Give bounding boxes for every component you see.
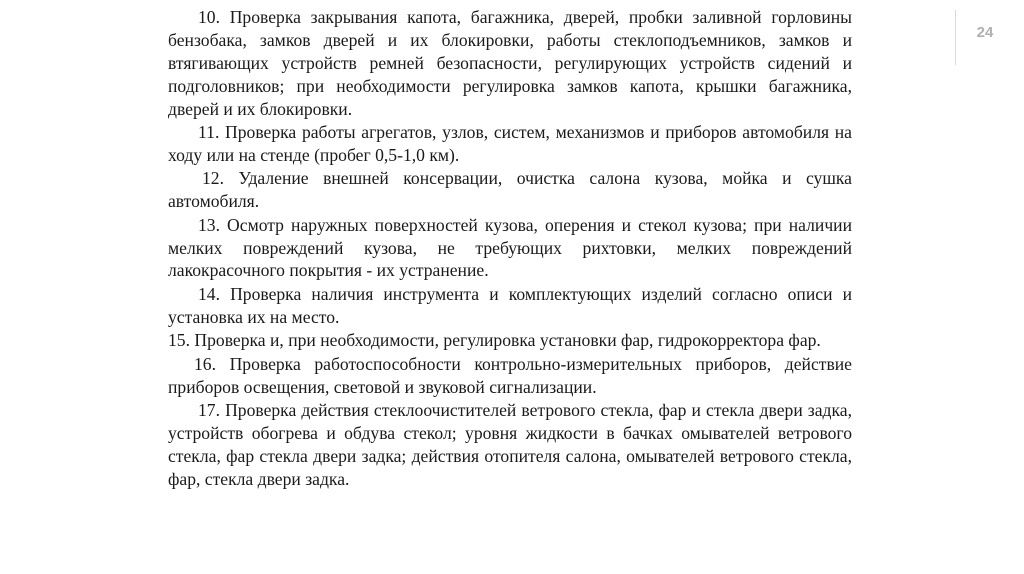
paragraph-item-10: 10. Проверка закрывания капота, багажника, дверей, пробки заливной горловины бензобака, замков дверей и их блокировки, работы стеклоподъемников, замков и втягивающих устройств ремней безопасности, регулирующих устройств сидений и подголовников; при необходимости регулировка замков капота, крышки багажника, дверей и их блокировки. — [168, 7, 852, 119]
paragraph-item-15: 15. Проверка и, при необходимости, регулировка установки фар, гидрокорректора фар. — [168, 330, 821, 351]
page-number: 24 — [976, 24, 994, 41]
paragraph-item-11: 11. Проверка работы агрегатов, узлов, систем, механизмов и приборов автомобиля на ходу или на стенде (пробег 0,5-1,0 км). — [168, 122, 852, 165]
paragraph-item-17: 17. Проверка действия стеклоочистителей ветрового стекла, фар и стекла двери задка, устройств обогрева и обдува стекол; уровня жидкости в бачках омывателей ветрового стекла, фар стекла двери задка; действия отопителя салона, омывателей ветрового стекла, фар, стекла двери задка. — [168, 399, 852, 489]
paragraph-item-14: 14. Проверка наличия инструмента и комплектующих изделий согласно описи и установка их на место. — [168, 283, 852, 327]
paragraph-item-12: 12. Удаление внешней консервации, очистка салона кузова, мойка и сушка автомобиля. — [168, 168, 852, 212]
page-number-divider — [955, 10, 956, 65]
paragraph-item-13: 13. Осмотр наружных поверхностей кузова, оперения и стекол кузова; при наличии мелких повреждений кузова, не требующих рихтовки, мелких повреждений лакокрасочного покрытия - их устранение. — [168, 214, 852, 281]
slide-body-text — [168, 6, 852, 491]
paragraph-item-16: 16. Проверка работоспособности контрольно-измерительных приборов, действие приборов освещения, световой и звуковой сигнализации. — [168, 353, 852, 397]
